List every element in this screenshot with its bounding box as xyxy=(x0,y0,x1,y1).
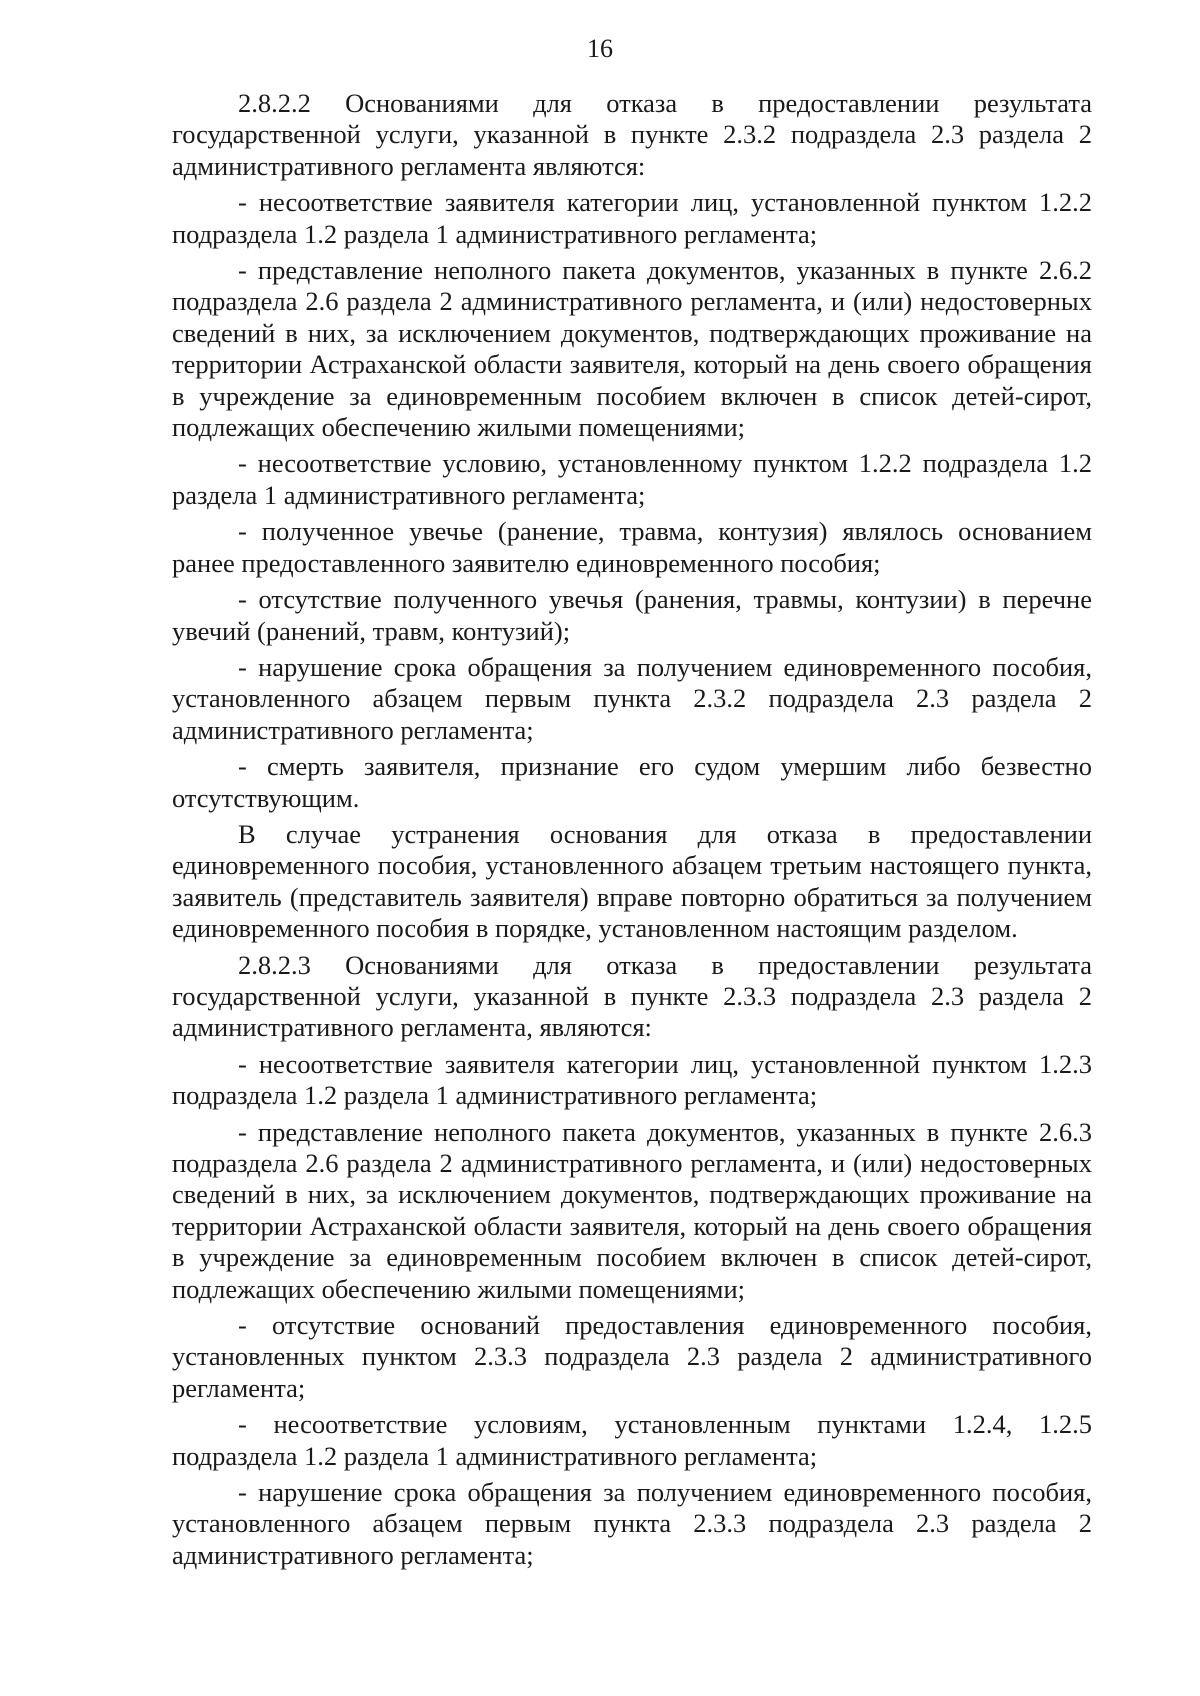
list-item: - несоответствие условию, установленному пунктом 1.2.2 подраздела 1.2 раздела 1 административного регламента; xyxy=(172,448,1092,510)
list-item: - нарушение срока обращения за получением единовременного пособия, установленного абзацем первым пункта 2.3.2 подраздела 2.3 раздела 2 административного регламента; xyxy=(172,651,1092,745)
list-item: - смерть заявителя, признание его судом умершим либо безвестно отсутствующим. xyxy=(172,751,1092,813)
list-item: - отсутствие полученного увечья (ранения, травмы, контузии) в перечне увечий (ранений, травм, контузий); xyxy=(172,584,1092,646)
page-number: 16 xyxy=(587,34,613,63)
list-item: - нарушение срока обращения за получением единовременного пособия, установленного абзацем первым пункта 2.3.3 подраздела 2.3 раздела 2 административного регламента; xyxy=(172,1477,1092,1570)
document-body xyxy=(172,88,1092,1576)
list-item: - отсутствие оснований предоставления единовременного пособия, установленных пунктом 2.3.3 подраздела 2.3 раздела 2 административного регламента; xyxy=(172,1310,1092,1403)
paragraph-reapply-note: В случае устранения основания для отказа в предоставлении единовременного пособия, установленного абзацем третьим настоящего пункта, заявитель (представитель заявителя) вправе повторно обратиться за получением единовременного пособия в порядке, установленном настоящим разделом. xyxy=(172,818,1092,944)
list-item: - полученное увечье (ранение, травма, контузия) являлось основанием ранее предоставленного заявителю единовременного пособия; xyxy=(172,516,1092,578)
list-item: - несоответствие заявителя категории лиц, установленной пунктом 1.2.2 подраздела 1.2 раздела 1 административного регламента; xyxy=(172,187,1092,249)
list-item: - представление неполного пакета документов, указанных в пункте 2.6.2 подраздела 2.6 раздела 2 административного регламента, и (или) недостоверных сведений в них, за исключением документов, подтверждающих проживание на территории Астраханской области заявителя, который на день своего обращения в учреждение за единовременным пособием включен в список детей-сирот, подлежащих обеспечению жилыми помещениями; xyxy=(172,255,1092,443)
paragraph-2-8-2-2-heading: 2.8.2.2 Основаниями для отказа в предоставлении результата государственной услуги, указанной в пункте 2.3.2 подраздела 2.3 раздела 2 административного регламента являются: xyxy=(172,88,1092,181)
list-item: - несоответствие заявителя категории лиц, установленной пунктом 1.2.3 подраздела 1.2 раздела 1 административного регламента; xyxy=(172,1048,1092,1111)
list-item: - представление неполного пакета документов, указанных в пункте 2.6.3 подраздела 2.6 раздела 2 административного регламента, и (или) недостоверных сведений в них, за исключением документов, подтверждающих проживание на территории Астраханской области заявителя, который на день своего обращения в учреждение за единовременным пособием включен в список детей-сирот, подлежащих обеспечению жилыми помещениями; xyxy=(172,1116,1092,1304)
paragraph-2-8-2-3-heading: 2.8.2.3 Основаниями для отказа в предоставлении результата государственной услуги, указанной в пункте 2.3.3 подраздела 2.3 раздела 2 административного регламента, являются: xyxy=(172,949,1092,1043)
list-item: - несоответствие условиям, установленным пунктами 1.2.4, 1.2.5 подраздела 1.2 раздела 1 административного регламента; xyxy=(172,1409,1092,1471)
